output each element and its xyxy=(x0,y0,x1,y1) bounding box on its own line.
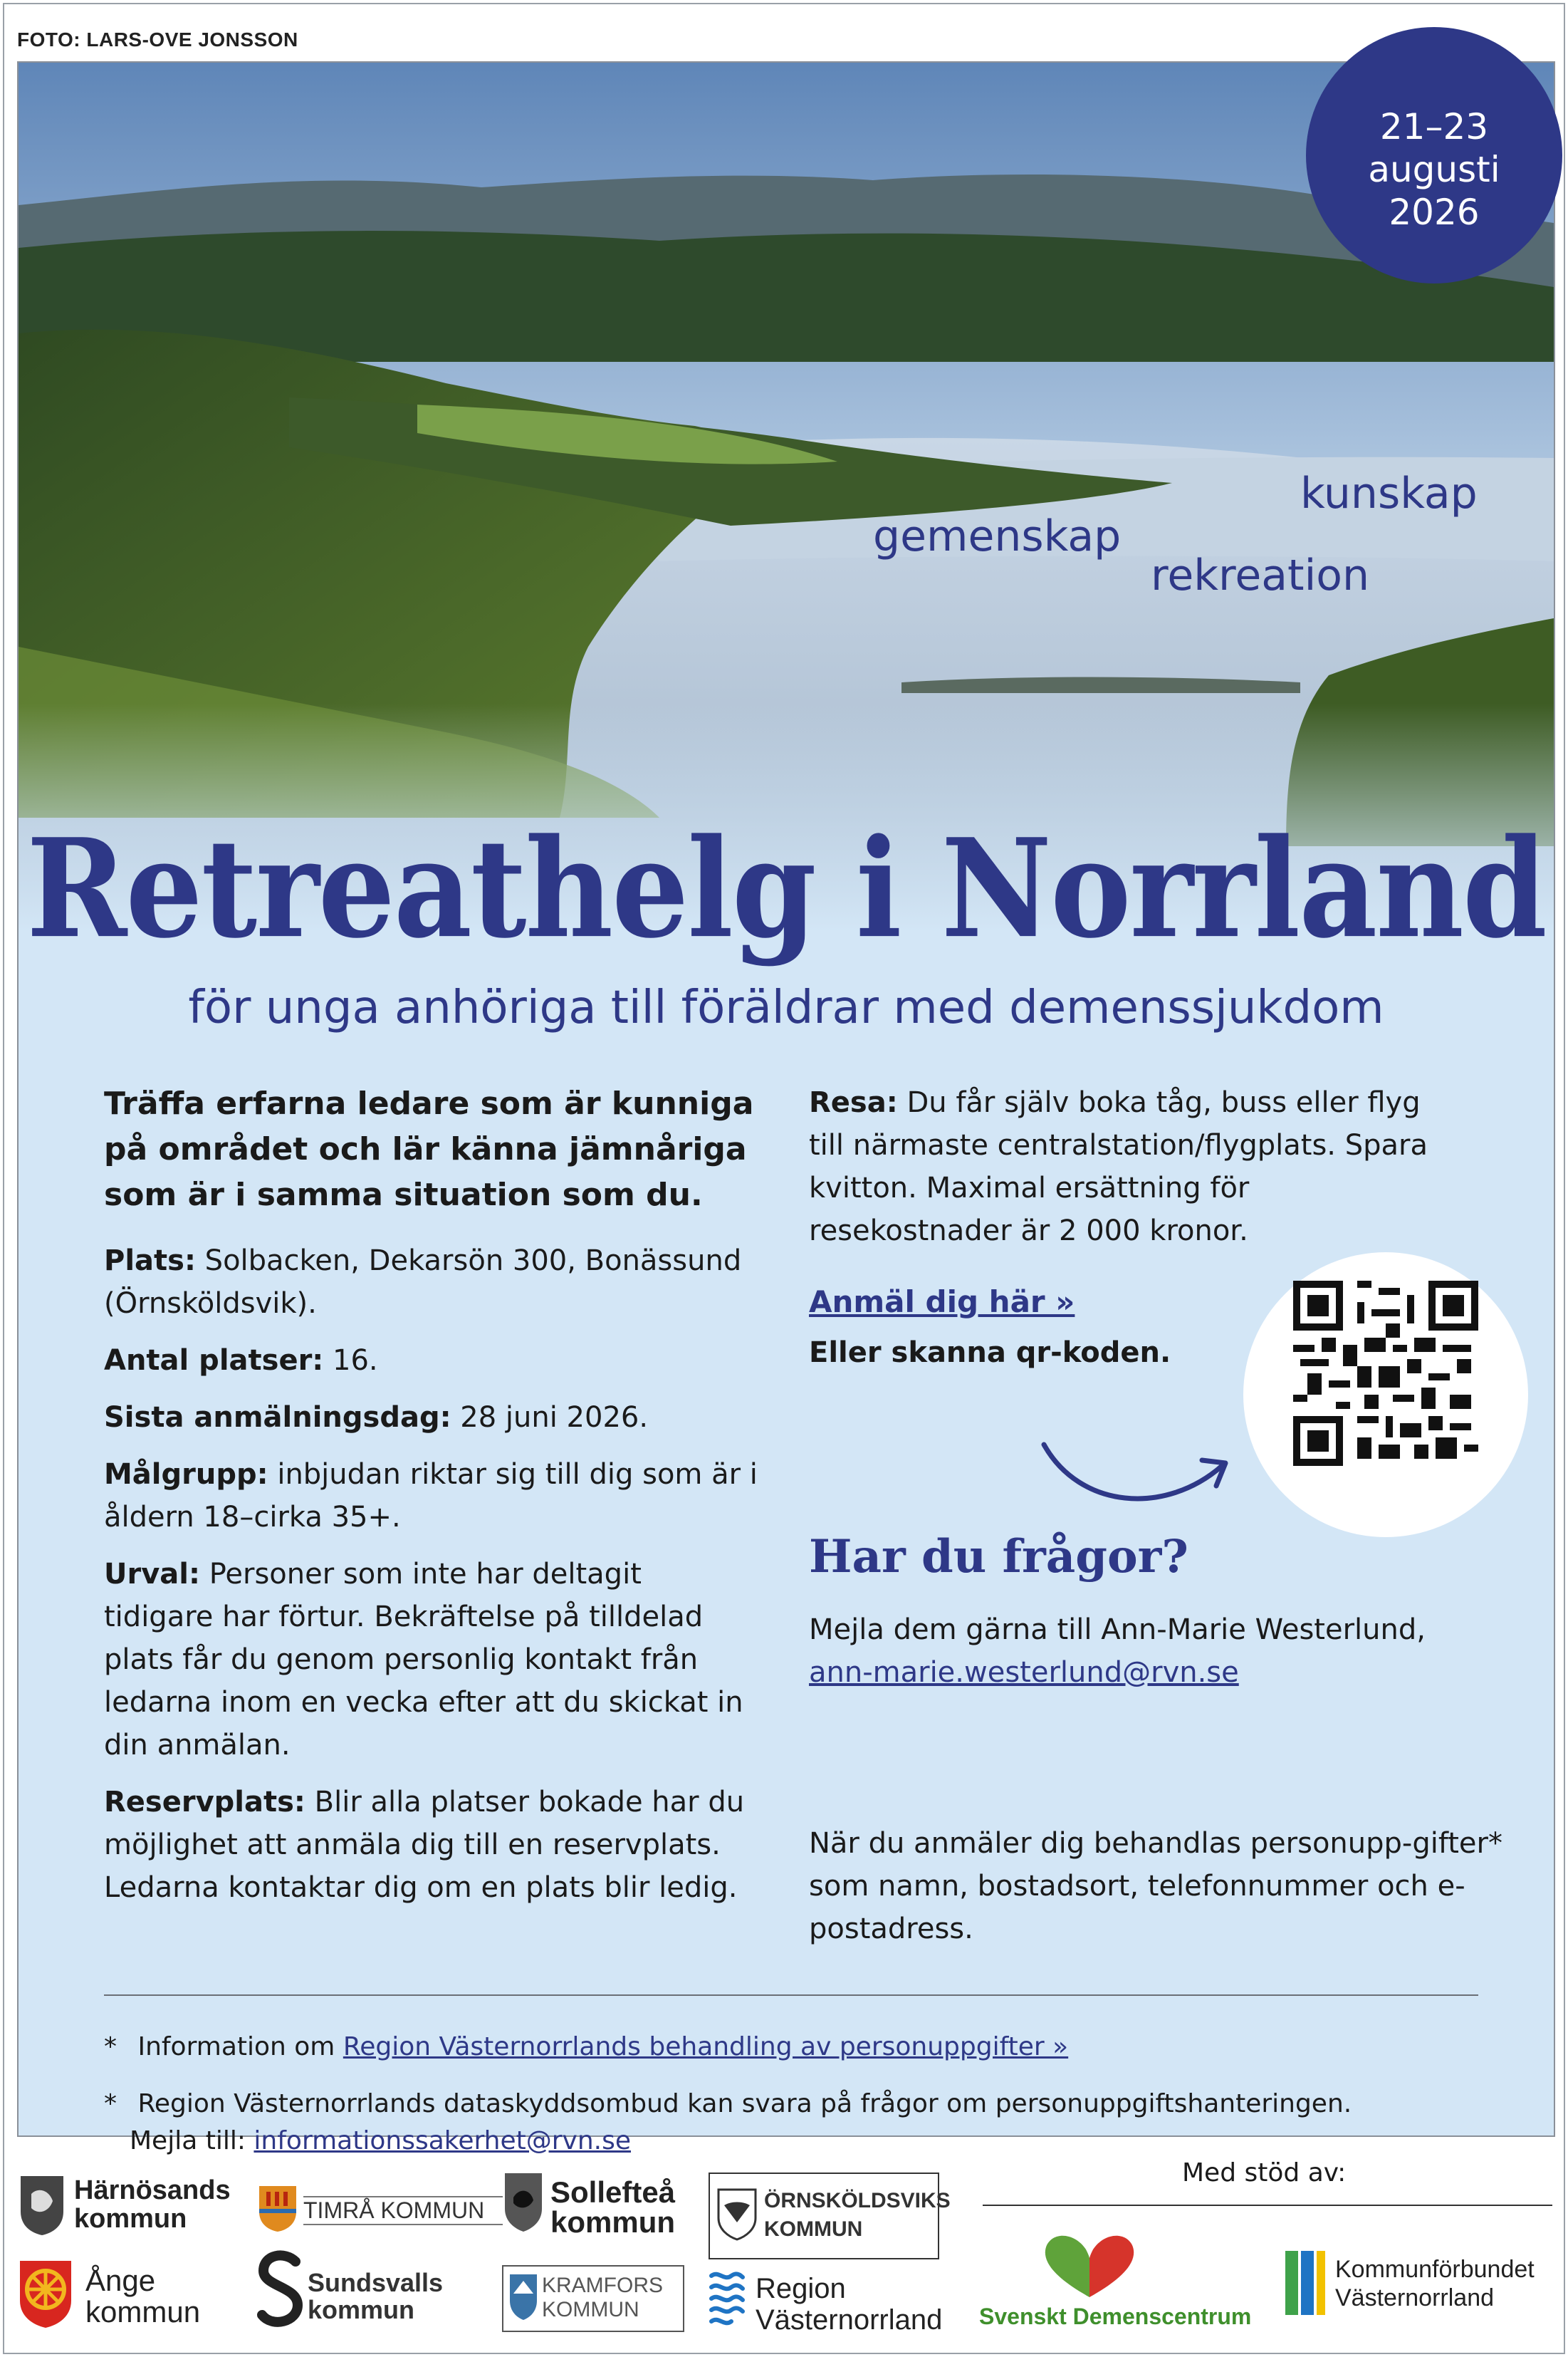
urval-label: Urval: xyxy=(104,1558,200,1591)
ange-label: Ånge kommun xyxy=(85,2264,201,2329)
region-label: Region Västernorrland xyxy=(756,2273,943,2336)
sista-label: Sista anmälningsdag: xyxy=(104,1401,451,1434)
kommunforbundet-label: Kommunförbundet Västernorrland xyxy=(1335,2256,1535,2311)
harnosand-shield-icon xyxy=(17,2173,67,2237)
faq-body xyxy=(809,1608,1507,1694)
support-heading: Med stöd av: xyxy=(1182,2158,1347,2187)
intro-lead: Träffa erfarna ledare som är kunniga på området och lär känna jämnåriga som är i samma situation som du. xyxy=(104,1086,754,1213)
ange-wheel-icon xyxy=(17,2258,74,2329)
reserv-label: Reservplats: xyxy=(104,1786,305,1819)
faq-heading: Har du frågor? xyxy=(809,1530,1188,1583)
details-column xyxy=(104,1081,759,1923)
plats-label: Plats: xyxy=(104,1244,196,1277)
resa-label: Resa: xyxy=(809,1086,898,1119)
reserv-value: Blir alla platser bokade har du möjlighet att anmäla dig till en reservplats. Ledarna kontaktar dig om en plats blir ledig. xyxy=(104,1786,745,1904)
malgrupp-label: Målgrupp: xyxy=(104,1458,268,1491)
malgrupp-value: inbjudan riktar sig till dig som är i åldern 18–cirka 35+. xyxy=(104,1458,758,1534)
urval-value: Personer som inte har deltagit tidigare har förtur. Bekräftelse på tilldelad plats får du genom personlig kontakt från ledarna inom en vecka efter att du skickat in din anmälan. xyxy=(104,1558,743,1762)
antal-label: Antal platser: xyxy=(104,1344,324,1377)
ornskoldsvik-shield-icon xyxy=(716,2187,758,2241)
landscape-photo xyxy=(19,63,1554,932)
privacy-policy-link[interactable]: Region Västernorrlands behandling av personuppgifter » xyxy=(343,2032,1069,2061)
footnote-dpo-text: Region Västernorrlands dataskyddsombud kan svara på frågor om personuppgiftshanteringen. xyxy=(137,2089,1352,2118)
tag-kunskap: kunskap xyxy=(1300,469,1478,519)
footnote-mail-label: Mejla till: xyxy=(130,2126,246,2155)
heart-icon xyxy=(1036,2229,1143,2301)
faq-text: Mejla dem gärna till Ann-Marie Westerlund, xyxy=(809,1613,1426,1646)
support-divider xyxy=(983,2205,1552,2206)
logo-kramfors xyxy=(502,2265,684,2332)
antal-value: 16. xyxy=(333,1344,378,1377)
sundsvall-label: Sundsvalls kommun xyxy=(308,2268,444,2324)
demenscentrum-label: Svenskt Demenscentrum xyxy=(979,2304,1252,2329)
dpo-email-link[interactable]: informationssakerhet@rvn.se xyxy=(254,2126,631,2155)
arrow-icon xyxy=(1037,1430,1243,1523)
info-plats xyxy=(104,1239,759,1325)
photo-credit: FOTO: LARS-OVE JONSSON xyxy=(17,28,298,51)
logo-ornskoldsvik xyxy=(709,2173,951,2259)
harnosand-label: Härnösands kommun xyxy=(74,2175,231,2234)
region-waves-icon xyxy=(709,2269,746,2326)
footnote-info xyxy=(104,2029,1493,2066)
footnote-info-text: Information om xyxy=(137,2032,335,2061)
kramfors-shield-icon xyxy=(508,2272,539,2322)
tag-rekreation: rekreation xyxy=(1151,551,1369,600)
date-month: augusti xyxy=(1368,149,1500,190)
contact-email-link[interactable]: ann-marie.westerlund@rvn.se xyxy=(809,1656,1239,1689)
date-badge xyxy=(1306,27,1562,283)
signup-link[interactable]: Anmäl dig här » xyxy=(809,1284,1075,1319)
ornskoldsvik-label: ÖRNSKÖLDSVIKS KOMMUN xyxy=(764,2189,951,2241)
page-subtitle: för unga anhöriga till föräldrar med demenssjukdom xyxy=(188,982,1384,1034)
info-malgrupp xyxy=(104,1453,759,1539)
scan-instruction: Eller skanna qr-koden. xyxy=(809,1336,1171,1369)
plats-value: Solbacken, Dekarsön 300, Bonässund (Örnsköldsvik). xyxy=(104,1244,742,1320)
sundsvall-s-icon xyxy=(256,2251,306,2329)
footnote-star: * xyxy=(104,2089,117,2118)
info-sista xyxy=(104,1396,759,1439)
solleftea-shield-icon xyxy=(502,2169,545,2233)
sista-value: 28 juni 2026. xyxy=(460,1401,649,1434)
solleftea-label: Sollefteå kommun xyxy=(550,2175,676,2239)
timra-label: TIMRÅ KOMMUN xyxy=(303,2196,503,2225)
kommunforbundet-bars-icon xyxy=(1285,2251,1328,2315)
privacy-notice: När du anmäler dig behandlas personupp-gifter* som namn, bostadsort, telefonnummer och e-postadress. xyxy=(809,1827,1502,1945)
footnote-star: * xyxy=(104,2032,117,2061)
tag-gemenskap: gemenskap xyxy=(873,511,1122,561)
timra-shield-icon xyxy=(256,2183,299,2233)
poster-panel xyxy=(17,61,1555,2155)
info-urval xyxy=(104,1553,759,1767)
qr-code[interactable] xyxy=(1293,1281,1478,1466)
date-range: 21–23 xyxy=(1379,106,1489,147)
info-reservplats xyxy=(104,1781,759,1909)
info-resa xyxy=(809,1081,1450,1252)
sponsor-logos xyxy=(0,2144,1568,2351)
divider xyxy=(104,1994,1478,1996)
page-title: Retreathelg i Norrland xyxy=(26,809,1546,969)
kramfors-label: KRAMFORS KOMMUN xyxy=(542,2274,664,2321)
info-antal xyxy=(104,1339,759,1382)
date-year: 2026 xyxy=(1389,192,1480,233)
resa-value: Du får själv boka tåg, buss eller flyg till närmaste centralstation/flygplats. Spara kvitton. Maximal ersättning för resekostnader är 2 000 kronor. xyxy=(809,1086,1428,1247)
